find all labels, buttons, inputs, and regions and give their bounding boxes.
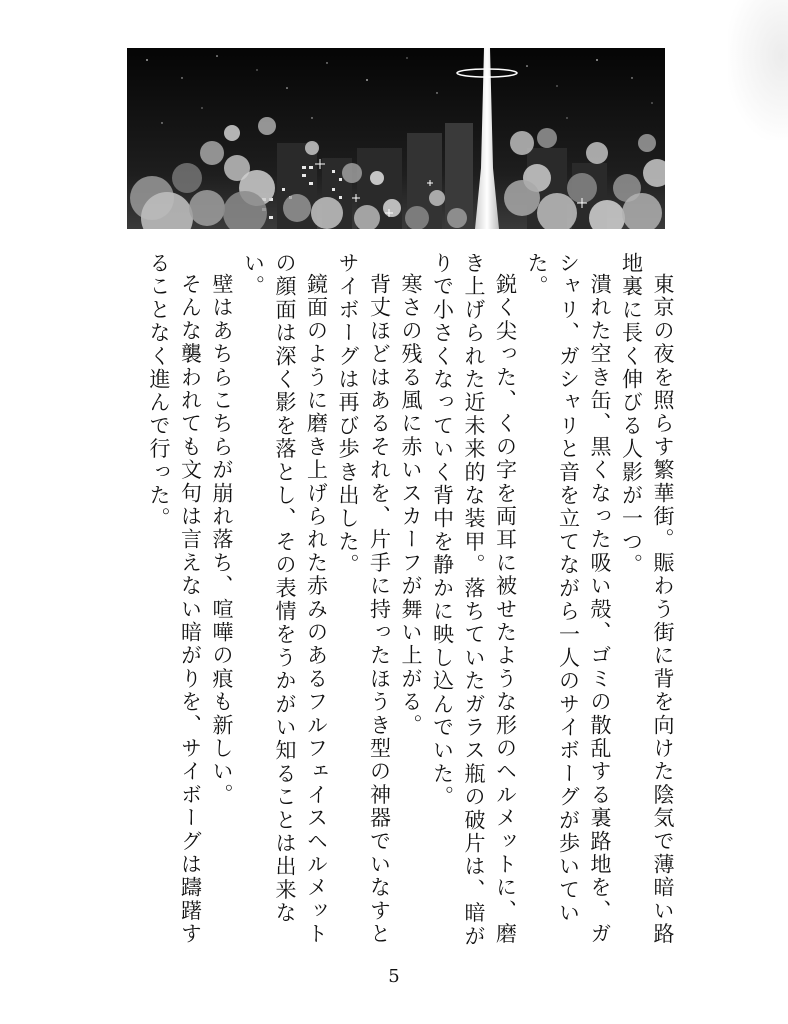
paragraph: 潰れた空き缶、黒くなった吸い殻、ゴミの散乱する裏路地を、ガシャリ、ガシャリと音を立てながら一人のサイボーグが歩いていた。	[525, 252, 612, 946]
paragraph: 背丈ほどはあるそれを、片手に持ったほうき型の神器でいなすとサイボーグは再び歩き出した。	[336, 252, 392, 946]
paragraph: 寒さの残る風に赤いスカーフが舞い上がる。	[399, 273, 423, 737]
paragraph: 東京の夜を照らす繁華街。賑わう街に背を向けた陰気で薄暗い路地裏に長く伸びる人影が一つ。	[619, 252, 675, 946]
page-number: 5	[388, 966, 400, 987]
night-city-skyline-image	[127, 48, 665, 229]
paragraph: 鏡面のように磨き上げられた赤みのあるフルフェイスヘルメットの顔面は深く影を落とし、その表情をうかがい知ることは出来ない。	[241, 252, 329, 946]
paragraph: 鋭く尖った、くの字を両耳に被せたような形のヘルメットに、磨き上げられた近未来的な装甲。落ちていたガラス瓶の破片は、暗がりで小さくなっていく背中を静かに映し込んでいた。	[430, 252, 518, 948]
page-edge-shadow	[728, 0, 788, 140]
vertical-story-text	[118, 252, 678, 952]
night-city-illustration	[127, 48, 665, 229]
paragraph: そんな襲われても文句は言えない暗がりを、サイボーグは躊躇することなく進んで行った。	[147, 252, 203, 946]
paragraph: 壁はあちらこちらが崩れ落ち、喧嘩の痕も新しい。	[210, 273, 234, 807]
